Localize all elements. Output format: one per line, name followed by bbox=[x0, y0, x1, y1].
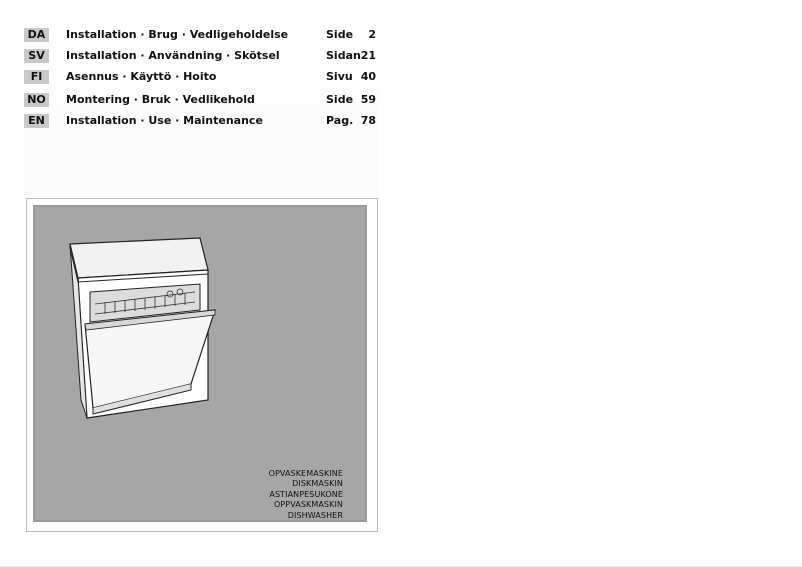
product-name-fi: ASTIANPESUKONE bbox=[269, 489, 343, 499]
page-label: Sivu bbox=[326, 70, 353, 83]
cover-gray-area bbox=[33, 205, 367, 522]
page-label: Sidan bbox=[326, 49, 361, 62]
table-of-contents bbox=[24, 26, 378, 194]
section-title: Asennus · Käyttö · Hoito bbox=[66, 70, 217, 83]
language-code-badge: FI bbox=[24, 70, 49, 84]
section-title: Installation · Användning · Skötsel bbox=[66, 49, 280, 62]
product-name-da: OPVASKEMASKINE bbox=[268, 469, 343, 478]
toc-row-fi[interactable] bbox=[24, 68, 378, 88]
product-name-en: DISHWASHER bbox=[287, 510, 343, 520]
page-number: 2 bbox=[368, 28, 376, 41]
language-code-badge: SV bbox=[24, 49, 49, 63]
product-name-no: OPPVASKMASKIN bbox=[273, 500, 343, 510]
cover-panel bbox=[26, 198, 378, 532]
toc-row-da[interactable] bbox=[24, 26, 378, 46]
page-number: 21 bbox=[360, 49, 376, 62]
product-name-sv: DISKMASKIN bbox=[292, 479, 343, 489]
section-title: Montering · Bruk · Vedlikehold bbox=[66, 93, 255, 106]
toc-row-en[interactable] bbox=[24, 112, 378, 132]
language-code-badge: EN bbox=[24, 114, 49, 128]
page-number: 59 bbox=[360, 93, 376, 106]
page-label: Side bbox=[326, 93, 354, 106]
product-name-list bbox=[269, 469, 343, 521]
dishwasher-illustration bbox=[65, 232, 245, 422]
language-code-badge: NO bbox=[24, 93, 49, 107]
language-code-badge: DA bbox=[24, 28, 49, 42]
page-label: Side bbox=[326, 28, 354, 41]
page-number: 40 bbox=[360, 70, 376, 83]
toc-row-sv[interactable] bbox=[24, 47, 378, 67]
page-label: Pag. bbox=[326, 114, 354, 127]
section-title: Installation · Use · Maintenance bbox=[66, 114, 263, 127]
page-number: 78 bbox=[360, 114, 376, 127]
toc-row-no[interactable] bbox=[24, 91, 378, 111]
section-title: Installation · Brug · Vedligeholdelse bbox=[66, 28, 289, 41]
